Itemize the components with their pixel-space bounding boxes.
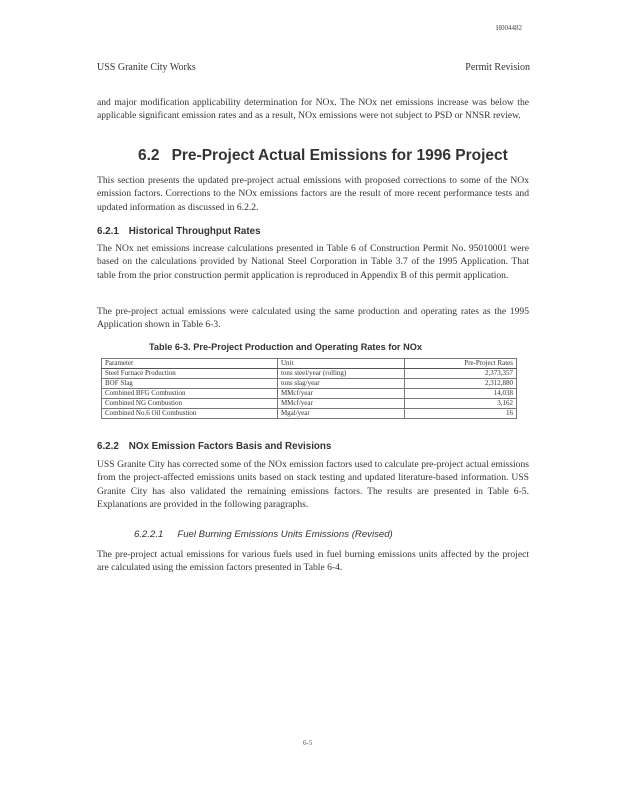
subsubsection-paragraph: The pre-project actual emissions for various fuels used in fuel burning emissions units affected by the project are calculated using the emission factors presented in Table 6-4.: [97, 549, 529, 574]
table-caption: Table 6-3. Pre-Project Production and Operating Rates for NOx: [149, 342, 422, 352]
page-number: 6-5: [303, 739, 313, 747]
bates-number: H004482: [495, 24, 522, 32]
section-heading: [138, 147, 508, 165]
subsection2-title: NOx Emission Factors Basis and Revisions: [128, 441, 332, 452]
table-row: [102, 379, 517, 389]
table-cell: 2,373,357: [404, 369, 516, 379]
section-number: 6.2: [138, 147, 160, 164]
header-left: USS Granite City Works: [97, 62, 196, 73]
table-cell: tons steel/year (rolling): [277, 369, 404, 379]
table-cell: 16: [404, 409, 516, 419]
table-cell: tons slag/year: [277, 379, 404, 389]
table-cell: Combined No.6 Oil Combustion: [102, 409, 278, 419]
subsubsection-heading: [134, 529, 393, 540]
table-cell: BOF Slag: [102, 379, 278, 389]
subsection2-heading: [97, 441, 331, 452]
table-cell: MMcf/year: [277, 399, 404, 409]
table-cell: 2,312,880: [404, 379, 516, 389]
section-paragraph: This section presents the updated pre-project actual emissions with proposed corrections to some of the NOx emission factors. Corrections to the NOx emissions factors are the result of more recent performance tests and updated information as discussed in 6.2.2.: [97, 175, 529, 213]
table-row: [102, 389, 517, 399]
table-cell: 3,162: [404, 399, 516, 409]
column-header: Pre-Project Rates: [404, 359, 516, 369]
section-title: Pre-Project Actual Emissions for 1996 Project: [171, 147, 508, 164]
subsection2-number: 6.2.2: [97, 441, 119, 452]
table-cell: 14,038: [404, 389, 516, 399]
table-cell: MMcf/year: [277, 389, 404, 399]
table-cell: Combined BFG Combustion: [102, 389, 278, 399]
intro-paragraph: and major modification applicability determination for NOx. The NOx net emissions increase was below the applicable significant emission rates and as a result, NOx emissions were not subject to PSD or NNSR review.: [97, 97, 529, 122]
rates-table: [101, 358, 517, 419]
table-cell: Steel Furnace Production: [102, 369, 278, 379]
subsection1-title: Historical Throughput Rates: [128, 226, 261, 237]
table-row: [102, 369, 517, 379]
subsubsection-title: Fuel Burning Emissions Units Emissions (Revised): [177, 529, 393, 540]
subsection1-number: 6.2.1: [97, 226, 119, 237]
subsection1-paragraph1: The NOx net emissions increase calculations presented in Table 6 of Construction Permit No. 95010001 were based on the calculations provided by National Steel Corporation in Table 3.7 of the 1995 Application. That table from the prior construction permit application is reproduced in Appendix B of this permit application.: [97, 243, 529, 281]
table-header-row: [102, 359, 517, 369]
subsection1-heading: [97, 226, 261, 237]
column-header: Unit: [277, 359, 404, 369]
table-row: [102, 399, 517, 409]
column-header: Parameter: [102, 359, 278, 369]
table-cell: Mgal/year: [277, 409, 404, 419]
table-row: [102, 409, 517, 419]
header-right: Permit Revision: [465, 62, 530, 73]
subsection1-paragraph2: The pre-project actual emissions were calculated using the same production and operating rates as the 1995 Application shown in Table 6-3.: [97, 306, 529, 331]
table-cell: Combined NG Combustion: [102, 399, 278, 409]
subsubsection-number: 6.2.2.1: [134, 529, 164, 540]
subsection2-paragraph: USS Granite City has corrected some of the NOx emission factors used to calculate pre-project actual emissions from the project-affected emissions units based on stack testing and updated literature-based information. USS Granite City has also validated the remaining emissions factors. The results are presented in Table 6-5. Explanations are provided in the following paragraphs.: [97, 459, 529, 511]
